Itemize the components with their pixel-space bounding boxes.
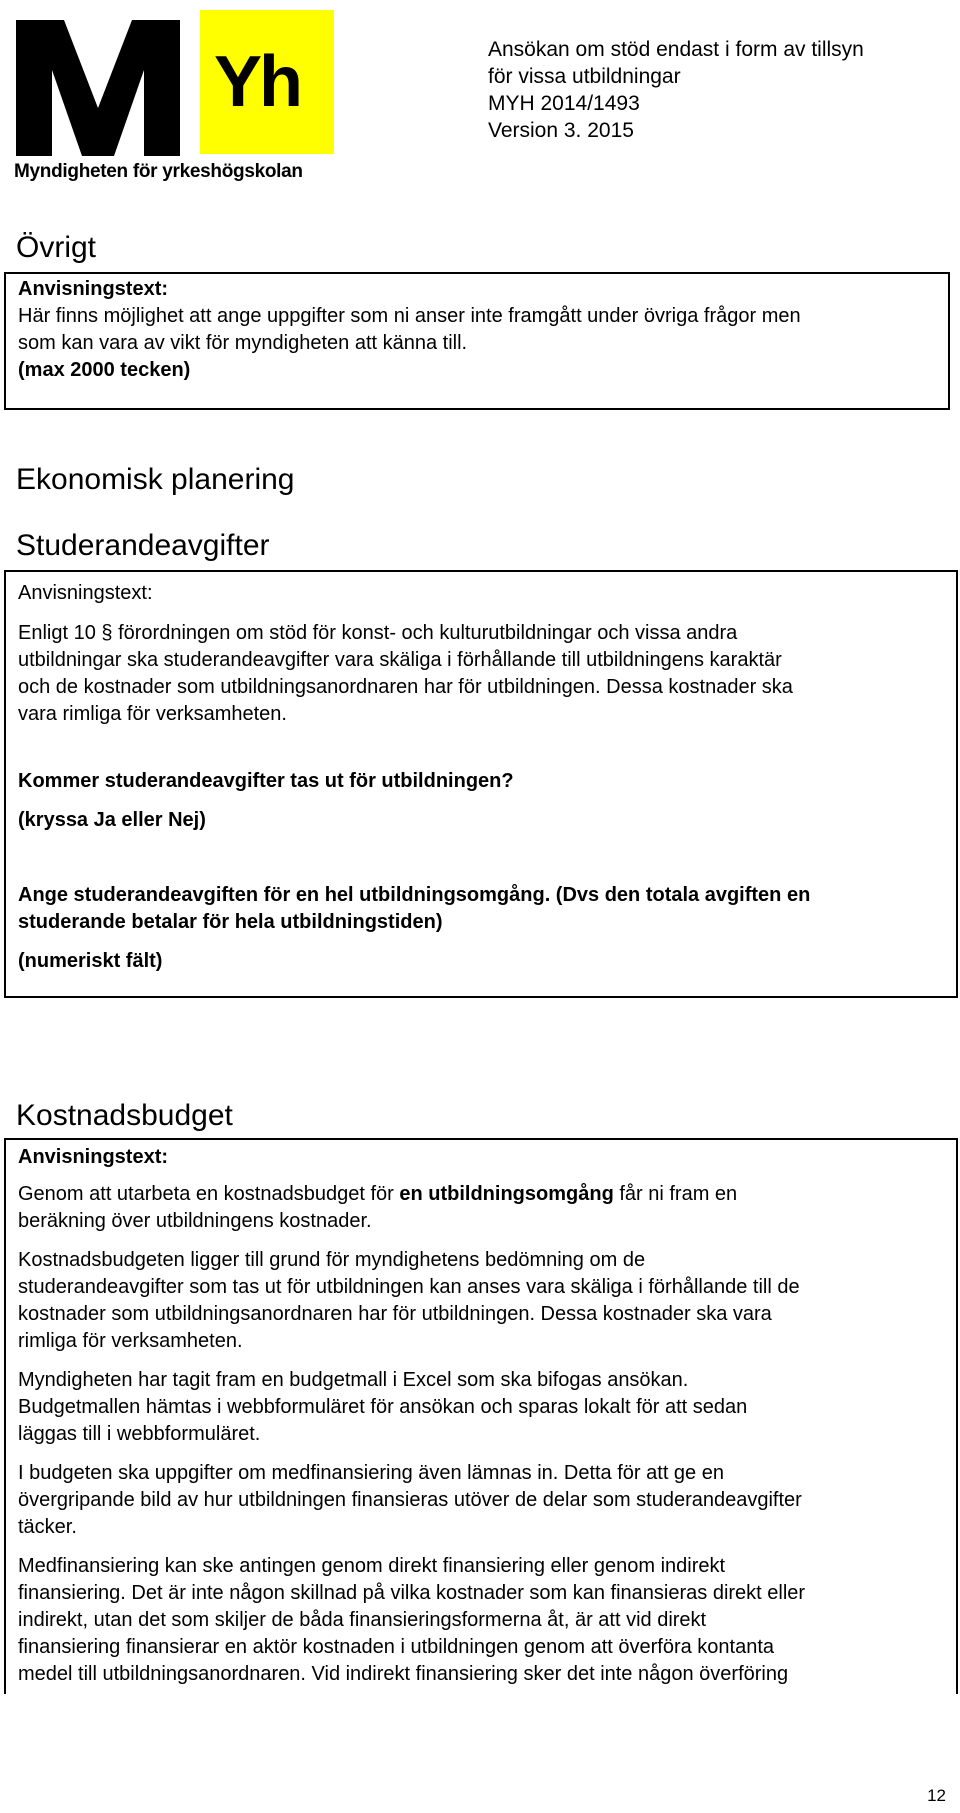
instruction-line: Kostnadsbudgeten ligger till grund för myndighetens bedömning om de xyxy=(18,1249,646,1271)
instruction-paragraph-2 xyxy=(18,1247,944,1355)
max-chars-hint: (max 2000 tecken) xyxy=(18,359,191,381)
instruction-line: Medfinansiering kan ske antingen genom direkt finansiering eller genom indirekt xyxy=(18,1555,726,1577)
instruction-line: Budgetmallen hämtas i webbformuläret för ansökan och sparas lokalt för att sedan xyxy=(18,1396,748,1418)
instruction-label: Anvisningstext: xyxy=(18,582,153,604)
section-title-ovrigt: Övrigt xyxy=(16,231,97,264)
instruction-line: Myndigheten har tagit fram en budgetmall i Excel som ska bifogas ansökan. xyxy=(18,1369,689,1391)
instruction-line: I budgeten ska uppgifter om medfinansiering även lämnas in. Detta för att ge en xyxy=(18,1462,724,1484)
instruction-line: som kan vara av vikt för myndigheten att känna till. xyxy=(18,332,468,354)
instruction-line: Här finns möjlighet att ange uppgifter som ni anser inte framgått under övriga frågor men xyxy=(18,305,801,327)
studerandeavgifter-box xyxy=(4,570,958,998)
header-line: Ansökan om stöd endast i form av tillsyn xyxy=(488,38,864,61)
header-line: MYH 2014/1493 xyxy=(488,92,640,115)
instruction-line: kostnader som utbildningsanordnaren har för utbildningen. Dessa kostnader ska vara xyxy=(18,1303,772,1325)
document-header xyxy=(488,36,864,144)
question-avgift-line: Ange studerandeavgiften för en hel utbildningsomgång. (Dvs den totala avgiften en xyxy=(18,884,811,906)
instruction-paragraph-4 xyxy=(18,1460,944,1541)
instruction-line: indirekt, utan det som skiljer de båda finansieringsformerna åt, är att vid direkt xyxy=(18,1609,707,1631)
instruction-line: täcker. xyxy=(18,1516,77,1538)
header-line: Version 3. 2015 xyxy=(488,119,634,142)
instruction-line: rimliga för verksamheten. xyxy=(18,1330,243,1352)
instruction-paragraph-1 xyxy=(18,1181,944,1208)
instruction-label: Anvisningstext: xyxy=(18,1146,169,1168)
subsection-title-studerandeavgifter: Studerandeavgifter xyxy=(16,529,270,562)
logo-badge-text: Yh xyxy=(214,42,301,122)
instruction-line: läggas till i webbformuläret. xyxy=(18,1423,261,1445)
instruction-label: Anvisningstext: xyxy=(18,278,169,300)
instruction-line: vara rimliga för verksamheten. xyxy=(18,703,287,725)
kostnadsbudget-box xyxy=(4,1138,958,1694)
question-avgift-line: studerande betalar för hela utbildningstiden) xyxy=(18,911,443,933)
instruction-line: beräkning över utbildningens kostnader. xyxy=(18,1210,372,1232)
instruction-line: finansiering. Det är inte någon skillnad på vilka kostnader som kan finansieras direkt eller xyxy=(18,1582,806,1604)
myh-logo xyxy=(14,8,334,188)
instruction-line: medel till utbildningsanordnaren. Vid indirekt finansiering sker det inte någon överföring xyxy=(18,1663,789,1685)
instruction-line: övergripande bild av hur utbildningen finansieras utöver de delar som studerandeavgifter xyxy=(18,1489,802,1511)
section-title-kostnadsbudget: Kostnadsbudget xyxy=(16,1099,233,1132)
instruction-line: och de kostnader som utbildningsanordnaren har för utbildningen. Dessa kostnader ska xyxy=(18,676,793,698)
ovrigt-instruction-box xyxy=(4,272,950,410)
question-studerandeavgifter: Kommer studerandeavgifter tas ut för utbildningen? xyxy=(18,770,514,792)
section-title-ekonomisk-planering: Ekonomisk planering xyxy=(16,463,295,496)
instruction-paragraph-3 xyxy=(18,1367,944,1448)
question-hint-numeric: (numeriskt fält) xyxy=(18,950,163,972)
logo-caption: Myndigheten för yrkeshögskolan xyxy=(14,161,303,182)
text-run: får ni fram en xyxy=(613,1183,738,1205)
instruction-line: utbildningar ska studerandeavgifter vara skäliga i förhållande till utbildningens karaktär xyxy=(18,649,782,671)
header-line: för vissa utbildningar xyxy=(488,65,681,88)
bold-text-run: en utbildningsomgång xyxy=(399,1183,614,1205)
page-number: 12 xyxy=(927,1786,946,1805)
instruction-line: finansiering finansierar en aktör kostnaden i utbildningen genom att överföra kontanta xyxy=(18,1636,775,1658)
instruction-paragraph-5 xyxy=(18,1553,944,1688)
instruction-line: Enligt 10 § förordningen om stöd för konst- och kulturutbildningar och vissa andra xyxy=(18,622,738,644)
question-hint-ja-nej: (kryssa Ja eller Nej) xyxy=(18,809,206,831)
instruction-line: studerandeavgifter som tas ut för utbildningen kan anses vara skäliga i förhållande till de xyxy=(18,1276,800,1298)
text-run: Genom att utarbeta en kostnadsbudget för xyxy=(18,1183,400,1205)
